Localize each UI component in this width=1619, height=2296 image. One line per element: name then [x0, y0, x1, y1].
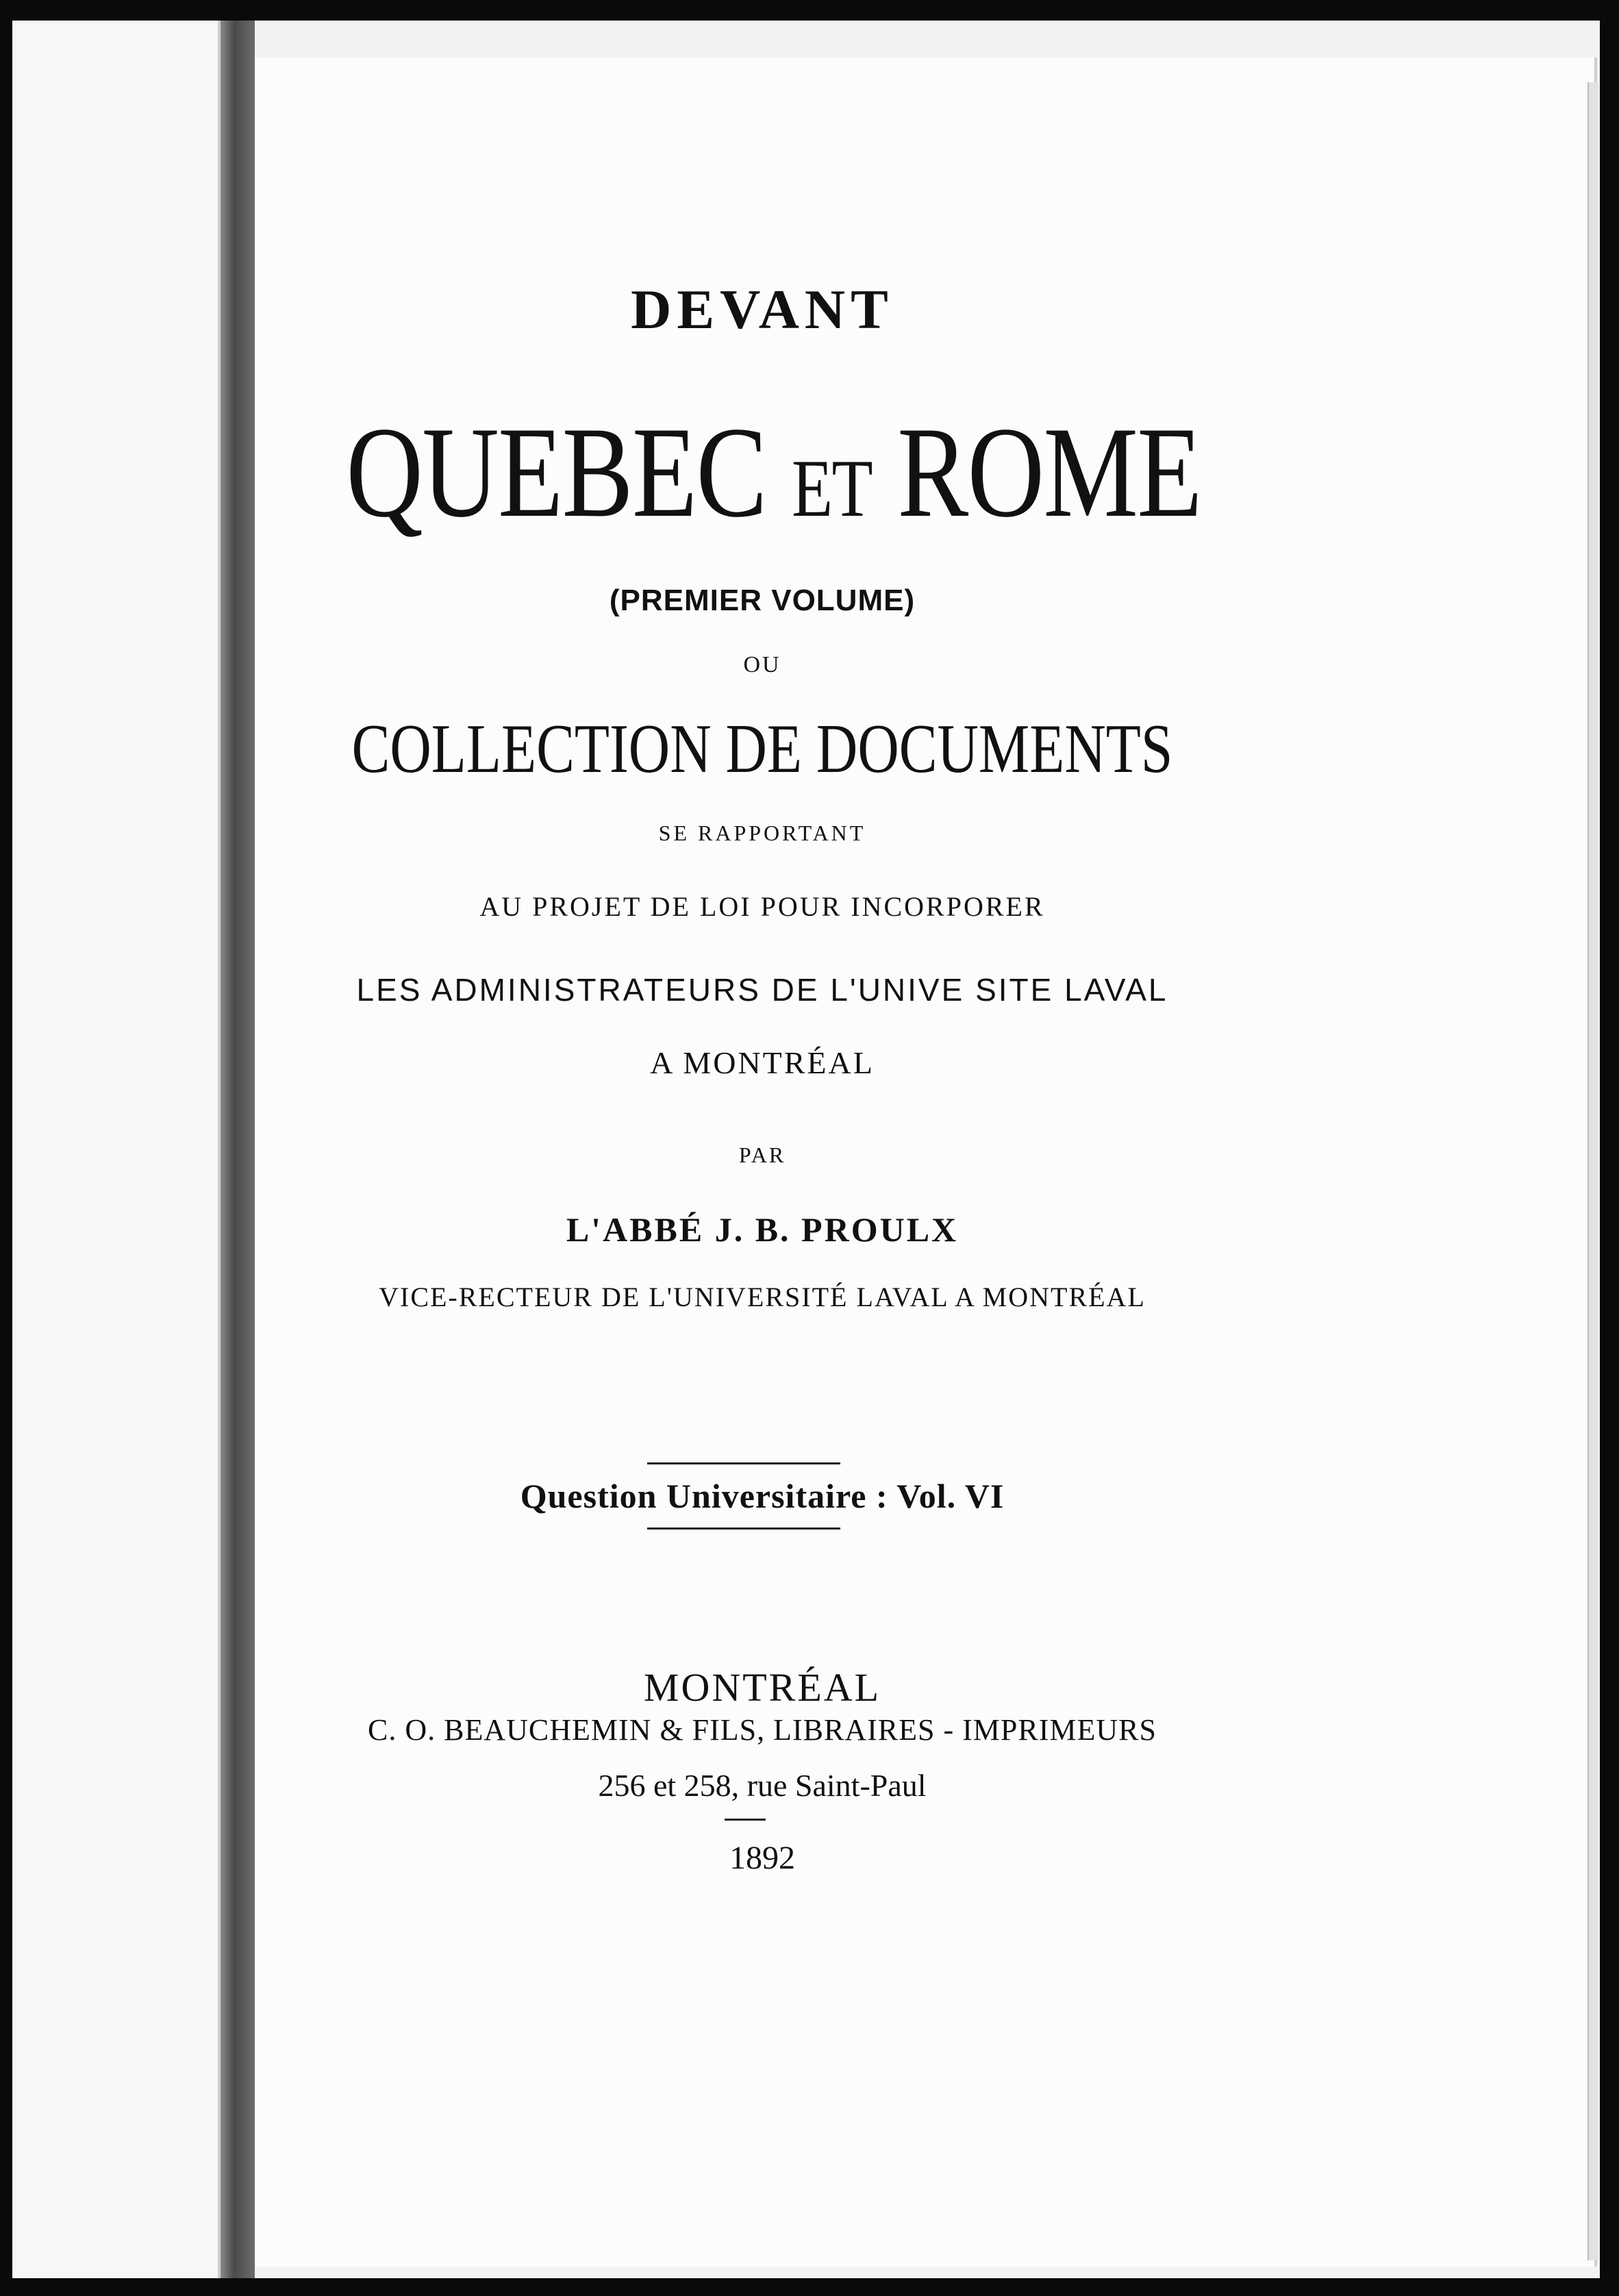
main-title [346, 401, 1201, 560]
main-title-et: ET [792, 442, 872, 534]
subtitle-a-montreal: A MONTRÉAL [650, 1045, 875, 1080]
heading-devant: DEVANT [631, 278, 894, 340]
author-title: VICE-RECTEUR DE L'UNIVERSITÉ LAVAL A MONTRÉAL [379, 1282, 1146, 1312]
imprint-city: MONTRÉAL [643, 1665, 881, 1710]
series-rule-top [647, 1462, 840, 1464]
book-gutter [221, 21, 255, 2278]
main-title-quebec: QUEBEC [346, 401, 766, 545]
subtitle-administrateurs: LES ADMINISTRATEURS DE L'UNIVE SITE LAVAL [356, 972, 1168, 1008]
imprint-year: 1892 [729, 1840, 795, 1876]
series-label: Question Universitaire : Vol. VI [520, 1477, 1005, 1515]
subtitle-se-rapportant: SE RAPPORTANT [658, 821, 866, 845]
imprint-address: 256 et 258, rue Saint-Paul [598, 1768, 927, 1803]
main-title-rome: ROME [897, 401, 1201, 545]
volume-label: (PREMIER VOLUME) [609, 584, 916, 617]
scan-border-top [0, 0, 1619, 21]
scan-border-left [0, 0, 12, 2296]
scan-border-bottom [0, 2278, 1619, 2296]
subtitle-collection: COLLECTION DE DOCUMENTS [351, 710, 1173, 788]
scan-border-right [1600, 0, 1619, 2296]
byline-par: PAR [738, 1143, 786, 1167]
page-edge [1587, 82, 1598, 2260]
year-rule [725, 1819, 766, 1821]
imprint-publisher: C. O. BEAUCHEMIN & FILS, LIBRAIRES - IMPRIMEURS [368, 1713, 1157, 1747]
left-page-leaf [12, 21, 221, 2278]
series-rule-bottom [647, 1527, 840, 1530]
author-name: L'ABBÉ J. B. PROULX [566, 1210, 959, 1249]
subtitle-projet: AU PROJET DE LOI POUR INCORPORER [479, 891, 1045, 922]
conjunction-ou: OU [743, 652, 781, 677]
